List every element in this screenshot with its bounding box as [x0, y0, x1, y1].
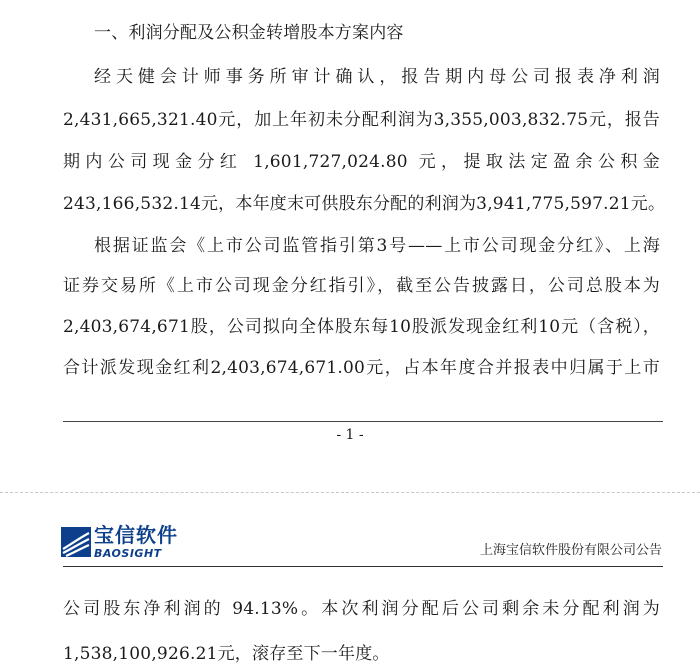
paragraph1-line-4: 243,166,532.14元，本年度末可供股东分配的利润为3,941,775,597.21元。	[63, 194, 666, 214]
paragraph3-line-2: 1,538,100,926.21元，滚存至下一年度。	[63, 644, 390, 664]
page-break-line	[0, 492, 700, 494]
paragraph2-line-3: 2,403,674,671股，公司拟向全体股东每10股派发现金红利10元（含税），	[63, 317, 660, 337]
paragraph2-line-2: 证券交易所《上市公司现金分红指引》，截至公告披露日，公司总股本为	[63, 276, 660, 296]
baosight-logo	[60, 523, 180, 563]
baosight-logo-mark-icon	[60, 525, 92, 559]
paragraph2-line-1: 根据证监会《上市公司监管指引第3号——上市公司现金分红》、上海	[94, 236, 660, 256]
footer-rule	[63, 421, 663, 422]
logo-chinese-text: 宝信软件	[94, 523, 178, 547]
paragraph1-line-1: 经天健会计师事务所审计确认，报告期内母公司报表净利润	[94, 67, 660, 87]
paragraph2-line-4: 合计派发现金红利2,403,674,671.00元，占本年度合并报表中归属于上市	[63, 358, 660, 378]
logo-english-text: BAOSIGHT	[94, 547, 162, 560]
paragraph3-line-1: 公司股东净利润的 94.13%。本次利润分配后公司剩余未分配利润为	[63, 599, 660, 619]
header-rule	[63, 566, 663, 567]
paragraph1-line-3: 期内公司现金分红 1,601,727,024.80 元，提取法定盈余公积金	[63, 152, 660, 172]
page-number: - 1 -	[336, 427, 364, 443]
paragraph1-line-2: 2,431,665,321.40元，加上年初未分配利润为3,355,003,832.75元，报告	[63, 110, 660, 130]
company-notice-header: 上海宝信软件股份有限公司公告	[479, 543, 662, 558]
section-heading: 一、利润分配及公积金转增股本方案内容	[94, 23, 404, 43]
